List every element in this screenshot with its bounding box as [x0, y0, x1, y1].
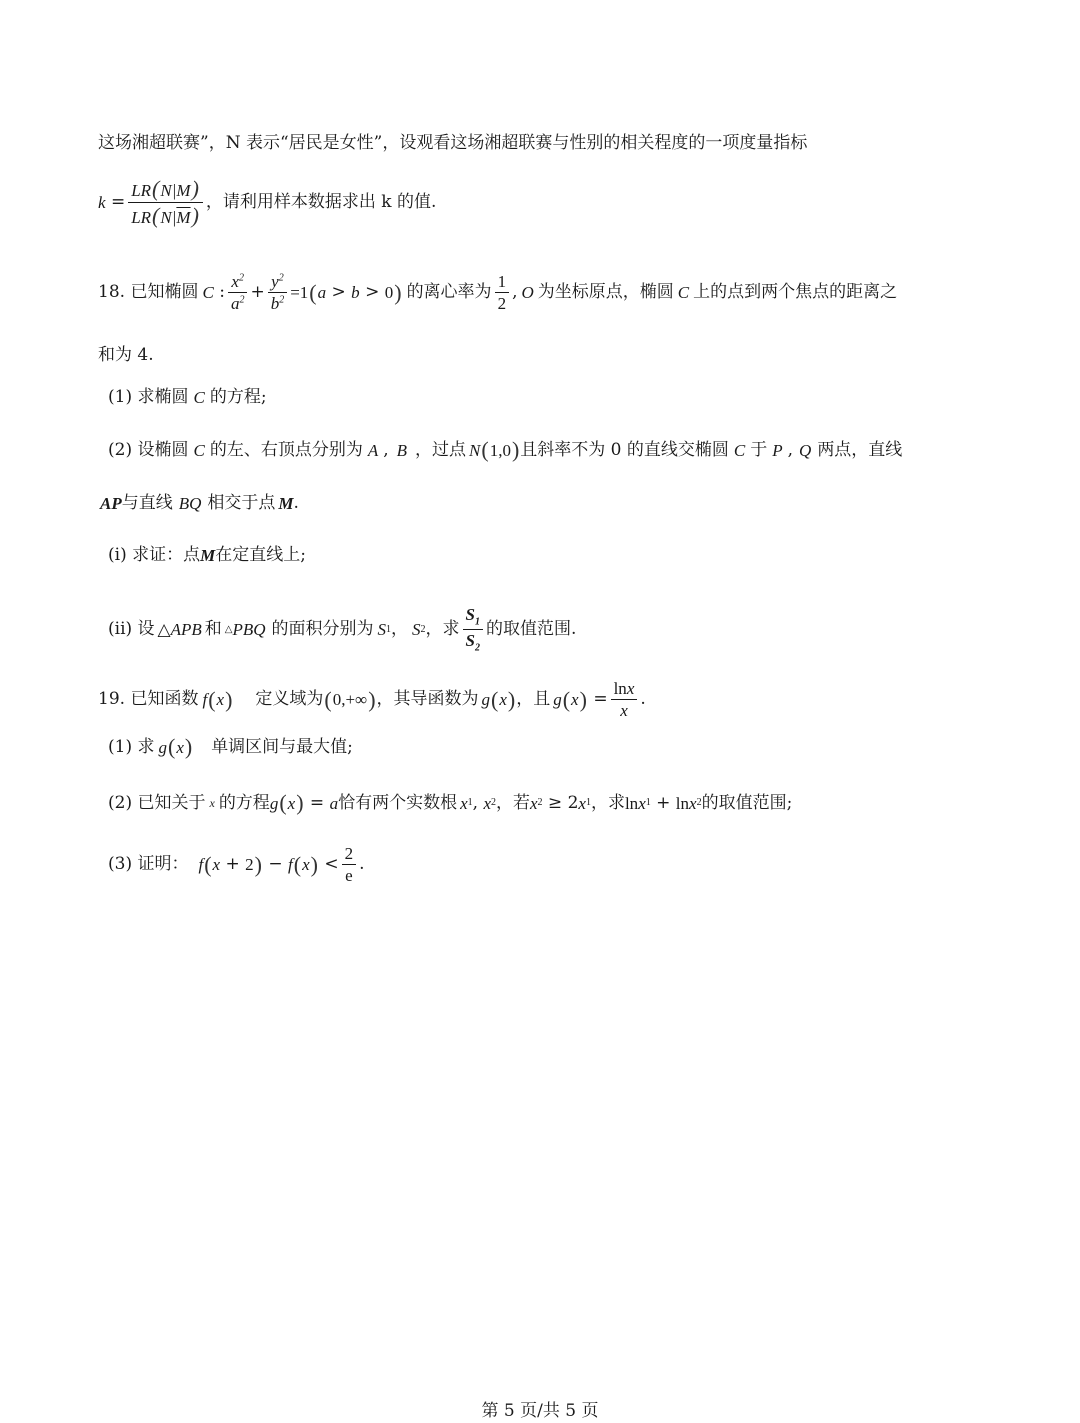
- q18-intro-b: 的离心率为: [406, 282, 492, 302]
- q18-p2-e: 于: [750, 439, 768, 460]
- q18-intro-d: 上的点到两个焦点的距离之: [693, 282, 898, 302]
- q18-pi-b: 在定直线上;: [215, 545, 306, 565]
- q17-line1: 这场湘超联赛”，N 表示“居民是女性”，设观看这场湘超联赛与性别的相关程度的一项度量指标: [98, 133, 808, 153]
- q18-part-ii: (ii) 设 △ APB 和 △ PBQ 的面积分别为 S 1 ， S 2 ，求 $\frac{S_1}{S_2}$ 的取值范围.: [108, 605, 577, 654]
- q19-p2-d: ，若: [495, 792, 530, 813]
- q18-intro-a: 18. 已知椭圆: [98, 282, 199, 302]
- q19-intro: 19. 已知函数 f ( x ) 定义域为 ( 0,+∞ ) ，其导函数为 g ( x ) ，且 g ( x ) = $\frac{\ln x}{x}$ .: [98, 679, 646, 720]
- q18-p2-line2-b: 相交于点: [207, 493, 276, 513]
- q19-part1: (1) 求 g ( x ) 单调区间与最大值;: [108, 734, 353, 759]
- eccentricity-fraction: $\frac{1}{2}$: [495, 273, 510, 312]
- q18-intro: 18. 已知椭圆 C : $\frac{x^2}{a^2}$ + $\frac{y^2}{b^2}$ =1 ( a > b > 0 ) 的离心率为 $\frac{1}{2}$ , O 为坐标原点，椭圆 C 上的点到两个焦点的距离之: [98, 272, 898, 313]
- q19-part2: (2) 已知关于 x 的方程 g ( x ) = a 恰有两个实数根 x 1 , x 2 ，若 x 2 ≥ 2 x 1 ，求 ln x 1 + ln x 2 的取值范围;: [108, 790, 793, 815]
- q18-p2-f: 两点，直线: [817, 439, 903, 460]
- q18-part2-line2: AP 与直线 BQ 相交于点 M .: [100, 493, 299, 513]
- q18-p1-a: (1) 求椭圆: [108, 387, 189, 407]
- q19-p2-e: ，求: [590, 792, 625, 813]
- q18-part2: (2) 设椭圆 C 的左、右顶点分别为 A , B ，过点 N ( 1,0 ) 且斜率不为 0 的直线交椭圆 C 于 P , Q 两点，直线: [108, 437, 903, 462]
- q18-line2: [98, 347, 154, 364]
- q18-pii-b: 和: [204, 619, 222, 640]
- q18-p2-d: 且斜率不为 0 的直线交椭圆: [520, 439, 729, 460]
- q18-part1: (1) 求椭圆 C 的方程;: [108, 387, 267, 407]
- q19-p3-a: (3) 证明：: [108, 854, 189, 874]
- q18-intro-c: 为坐标原点，椭圆: [537, 282, 674, 302]
- q18-part-i: (i) 求证：点 M 在定直线上;: [108, 545, 306, 565]
- q18-p2-line2-a: 与直线: [121, 493, 173, 513]
- ellipse-y-fraction: $\frac{y^2}{b^2}$: [268, 273, 288, 312]
- lr-fraction: $\frac{LR(N|M)}{LR(N|\overline{M})}$: [128, 178, 203, 227]
- q18-pi-a: (i) 求证：点: [108, 545, 201, 565]
- q18-pii-c: 的面积分别为: [271, 619, 374, 640]
- q19-p1-b: 单调区间与最大值;: [211, 736, 353, 757]
- q18-p2-b: 的左、右顶点分别为: [209, 439, 363, 460]
- two-over-e-fraction: $\frac{2}{e}$: [342, 845, 357, 884]
- q17-k-formula-line: k = $\frac{LR(N|M)}{LR(N|\overline{M})}$ ，请利用样本数据求出 k 的值.: [98, 176, 437, 228]
- q18-p1-b: 的方程;: [209, 387, 267, 407]
- q19-p2-c: 恰有两个实数根: [338, 792, 458, 813]
- q19-intro-c: ，其导函数为: [376, 689, 479, 709]
- page-footer: 第 5 页/共 5 页: [481, 1401, 599, 1421]
- q19-p2-f: 的取值范围;: [701, 792, 793, 813]
- q19-intro-b: 定义域为: [255, 689, 324, 709]
- ellipse-x-fraction: $\frac{x^2}{a^2}$: [228, 273, 248, 312]
- q19-part3: (3) 证明： f ( x + 2 ) − f ( x ) < $\frac{2}{e}$ .: [108, 844, 365, 885]
- q17-k-tail: ，请利用样本数据求出 k 的值.: [205, 192, 437, 212]
- q18-pii-d: ，求: [425, 619, 460, 640]
- q18-p2-c: ，过点: [415, 439, 467, 460]
- q18-pii-a: (ii) 设: [108, 619, 155, 640]
- q19-p1-a: (1) 求: [108, 736, 155, 757]
- area-ratio-fraction: $\frac{S_1}{S_2}$: [463, 606, 483, 654]
- q19-p2-b: 的方程: [218, 792, 270, 813]
- q17-text-line: [98, 135, 807, 152]
- q18-line2-text: 和为 4.: [98, 345, 154, 365]
- k-variable: k: [98, 193, 106, 212]
- q18-p2-a: (2) 设椭圆: [108, 439, 189, 460]
- g-fraction: $\frac{\ln x}{x}$: [611, 680, 638, 719]
- q19-p2-a: (2) 已知关于: [108, 792, 206, 813]
- q19-intro-a: 19. 已知函数: [98, 689, 199, 709]
- q18-pii-e: 的取值范围.: [486, 619, 577, 640]
- q19-intro-d: ，且: [516, 689, 551, 709]
